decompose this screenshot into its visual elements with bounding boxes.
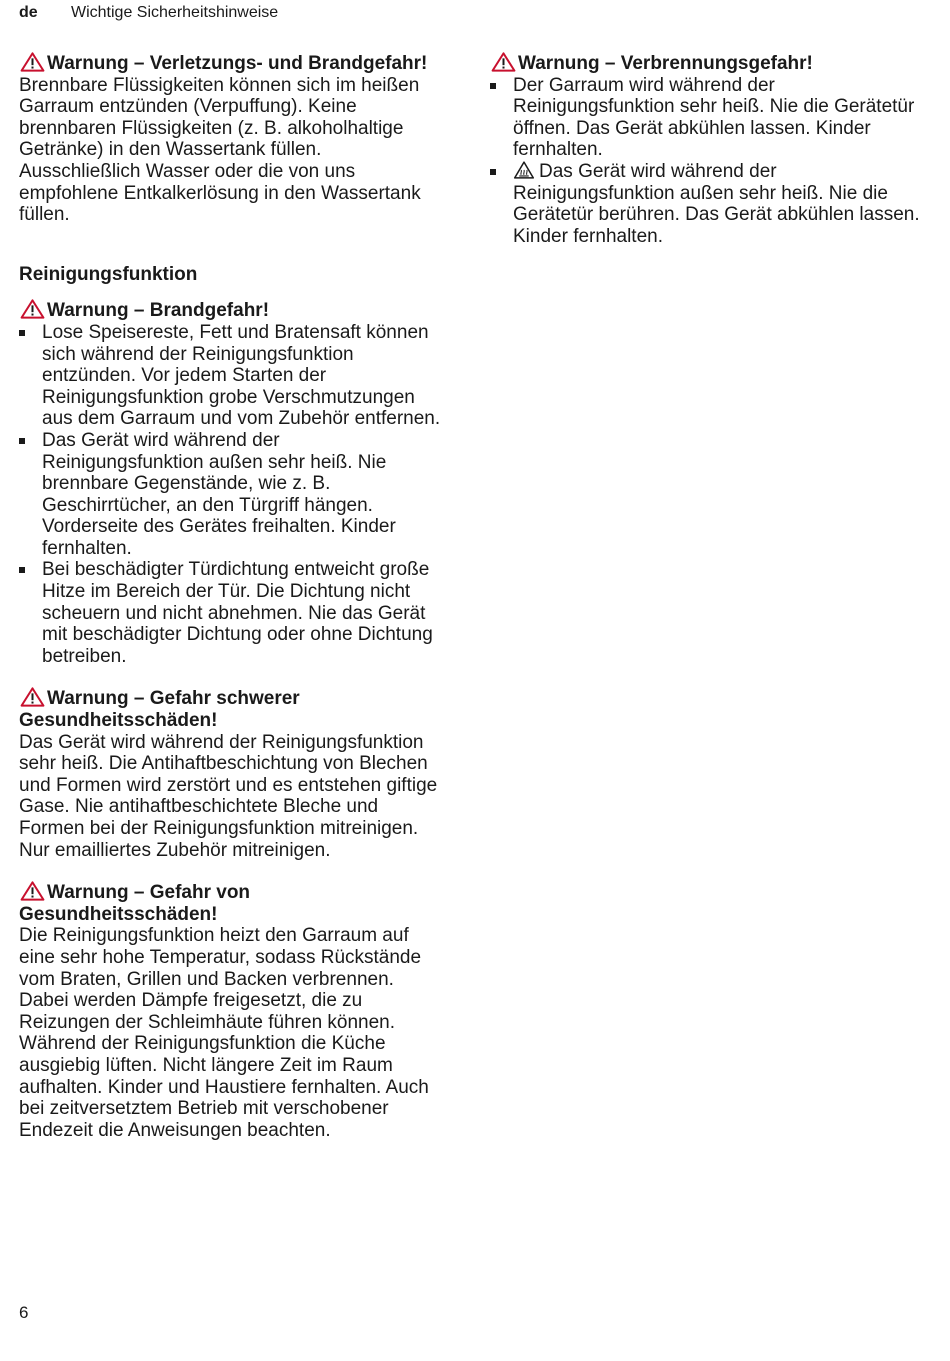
language-code: de	[19, 4, 38, 21]
page-header	[19, 0, 278, 26]
warning-body: Das Gerät wird während der Reinigungsfunktion sehr heiß. Die Antihaftbeschichtung von Blechen und Formen wird zerstört und es entstehen giftige Gase. Nie antihaftbeschichtete Bleche und Formen bei der Reinigungsfunktion mitreinigen. Nur emailliertes Zubehör mitreinigen.	[19, 731, 438, 861]
warning-serious-health	[19, 687, 444, 861]
warning-burn	[490, 52, 920, 247]
warning-triangle-icon	[19, 687, 46, 707]
list-item	[19, 322, 444, 430]
warning-title-text: Warnung – Brandgefahr!	[47, 300, 270, 322]
hot-surface-warning-icon	[513, 161, 535, 179]
bullet-icon	[490, 169, 496, 175]
list-item	[490, 75, 920, 161]
list-item-text: Das Gerät wird während der Reinigungsfunktion außen sehr heiß. Nie brennbare Gegenstände, wie z. B. Geschirrtücher, an den Türgriff hängen. Vorderseite des Gerätes freihalten. Kinder fernhalten.	[42, 429, 396, 559]
bullet-icon	[490, 83, 496, 89]
warning-body: Die Reinigungsfunktion heizt den Garraum auf eine sehr hohe Temperatur, sodass Rückstände vom Braten, Grillen und Backen verbrennen. Dabei werden Dämpfe freigesetzt, die zu Reizungen der Schleimhäute führen können. Während der Reinigungsfunktion die Küche ausgiebig lüften. Nicht längere Zeit im Raum aufhalten. Kinder und Haustiere fernhalten. Auch bei zeitversetztem Betrieb mit verschobener Endezeit die Anweisungen beachten.	[19, 925, 429, 1141]
bullet-icon	[19, 438, 25, 444]
warning-injury-fire	[19, 52, 444, 226]
warning-title-text: Warnung – Gefahr schwerer Gesundheitsschäden!	[19, 688, 300, 732]
list-item	[490, 161, 920, 247]
warning-title-text: Warnung – Verletzungs- und Brandgefahr!	[47, 53, 428, 74]
warning-body: Brennbare Flüssigkeiten können sich im heißen Garraum entzünden (Verpuffung). Keine brennbaren Flüssigkeiten (z. B. alkoholhaltige Getränke) in den Wassertank füllen. Ausschließlich Wasser oder die von uns empfohlene Entkalkerlösung in den Wassertank füllen.	[19, 74, 421, 226]
header-title: Wichtige Sicherheitshinweise	[71, 4, 279, 21]
warning-triangle-icon	[19, 52, 46, 72]
warning-health	[19, 881, 444, 1141]
warning-title	[19, 299, 444, 322]
warning-title	[490, 52, 920, 75]
warning-title	[19, 52, 444, 75]
warning-title	[19, 881, 444, 925]
list-item	[19, 559, 444, 667]
list-item-text: Bei beschädigter Türdichtung entweicht große Hitze im Bereich der Tür. Die Dichtung nicht scheuern und nicht abnehmen. Nie das Gerät mit beschädigter Dichtung oder ohne Dichtung betreiben.	[42, 559, 433, 667]
left-column	[19, 52, 444, 1161]
bullet-icon	[19, 330, 25, 336]
warning-triangle-icon	[19, 881, 46, 901]
section-heading: Reinigungsfunktion	[19, 263, 198, 285]
warning-list	[490, 75, 920, 248]
warning-title	[19, 687, 444, 731]
right-column	[490, 52, 920, 267]
list-item-text: Der Garraum wird während der Reinigungsfunktion sehr heiß. Nie die Gerätetür öffnen. Das Gerät abkühlen lassen. Kinder fernhalten.	[513, 74, 915, 161]
list-item-text: Das Gerät wird während der Reinigungsfunktion außen sehr heiß. Nie die Gerätetür berühren. Das Gerät abkühlen lassen. Kinder fernhalten.	[513, 160, 920, 247]
warning-triangle-icon	[19, 299, 46, 319]
list-item	[19, 430, 444, 560]
warning-list	[19, 322, 444, 668]
page-number: 6	[19, 1303, 29, 1322]
bullet-icon	[19, 567, 25, 573]
warning-fire	[19, 299, 444, 667]
warning-triangle-icon	[490, 52, 517, 72]
warning-title-text: Warnung – Gefahr von Gesundheitsschäden!	[19, 882, 251, 925]
list-item-text: Lose Speisereste, Fett und Bratensaft können sich während der Reinigungsfunktion entzünden. Vor jedem Starten der Reinigungsfunktion grobe Verschmutzungen aus dem Garraum und vom Zubehör entfernen.	[42, 321, 441, 430]
warning-title-text: Warnung – Verbrennungsgefahr!	[518, 53, 813, 74]
